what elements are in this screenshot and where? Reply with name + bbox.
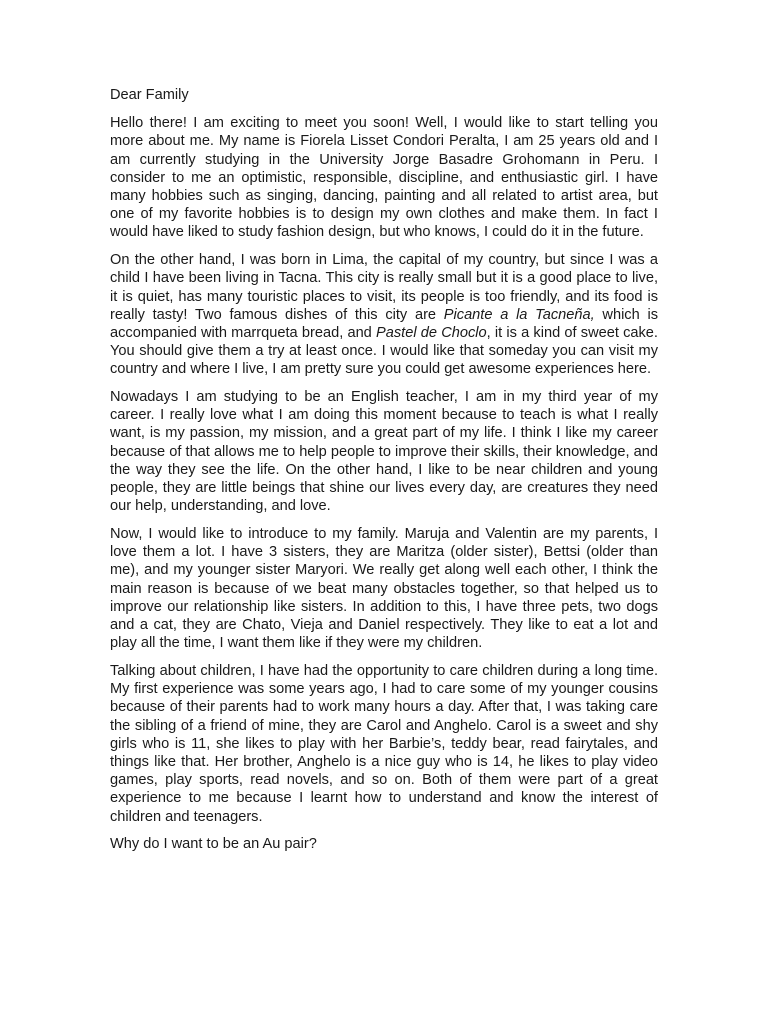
dish-pastel: Pastel de Choclo xyxy=(376,324,487,341)
paragraph-family: Now, I would like to introduce to my family. Maruja and Valentin are my parents, I love them a lot. I have 3 sisters, they are Maritza (older sister), Bettsi (older than me), and my younger sister Maryori. We really get along well each other, I think the main reason is because of we beat many obstacles together, so that helped us to improve our relationship like sisters. In addition to this, I have three pets, two dogs and a cat, they are Chato, Vieja and Daniel respectively. They like to eat a lot and play all the time, I want them like if they were my children. xyxy=(110,525,658,652)
dish-picante: Picante a la Tacneña, xyxy=(443,306,595,323)
hometown-text-3: , it is a kind of sweet cake. You should give them a try at least once. I would like that someday you can visit my country and where I live, I am pretty sure you could get awesome experiences here. xyxy=(110,324,658,378)
hometown-text-1: On the other hand, I was born in Lima, the capital of my country, but since I was a child I have been living in Tacna. This city is really small but it is a good place to live, it is quiet, has many touristic places to visit, its people is too friendly, and its food is really tasty! Two famous dishes of this city are xyxy=(110,252,658,323)
letter-body xyxy=(110,86,658,853)
paragraph-hometown xyxy=(110,251,658,378)
salutation: Dear Family xyxy=(110,87,189,103)
closing-question: Why do I want to be an Au pair? xyxy=(110,836,317,853)
hometown-text-2: which is accompanied with marrqueta bread, and xyxy=(110,306,658,341)
paragraph-intro: Hello there! I am exciting to meet you soon! Well, I would like to start telling you more about me. My name is Fiorela Lisset Condori Peralta, I am 25 years old and I am currently studying in the University Jorge Basadre Grohomann in Peru. I consider to me an optimistic, responsible, discipline, and enthusiastic girl. I have many hobbies such as singing, dancing, painting and all related to artist area, but one of my favorite hobbies is to design my own clothes and make them. In fact I would have liked to study fashion design, but who knows, I could do it in the future. xyxy=(110,115,658,241)
paragraph-career: Nowadays I am studying to be an English teacher, I am in my third year of my career. I really love what I am doing this moment because to teach is what I really want, is my passion, my mission, and a great part of my life. I think I like my career because of that allows me to help people to improve their skills, their knowledge, and the way they see the life. On the other hand, I like to be near children and young people, they are little beings that shine our lives every day, are creatures they need our help, understanding, and love. xyxy=(110,389,658,515)
paragraph-children: Talking about children, I have had the opportunity to care children during a long time. My first experience was some years ago, I had to care some of my younger cousins because of their parents had to work many hours a day. After that, I was taking care the sibling of a friend of mine, they are Carol and Anghelo. Carol is a sweet and shy girls who is 11, she likes to play with her Barbie’s, teddy bear, read fairytales, and things like that. Her brother, Anghelo is a nice guy who is 14, he likes to play video games, play sports, read novels, and so on. Both of them were part of a great experience to me because I learnt how to understand and know the interest of children and teenagers. xyxy=(110,662,658,825)
